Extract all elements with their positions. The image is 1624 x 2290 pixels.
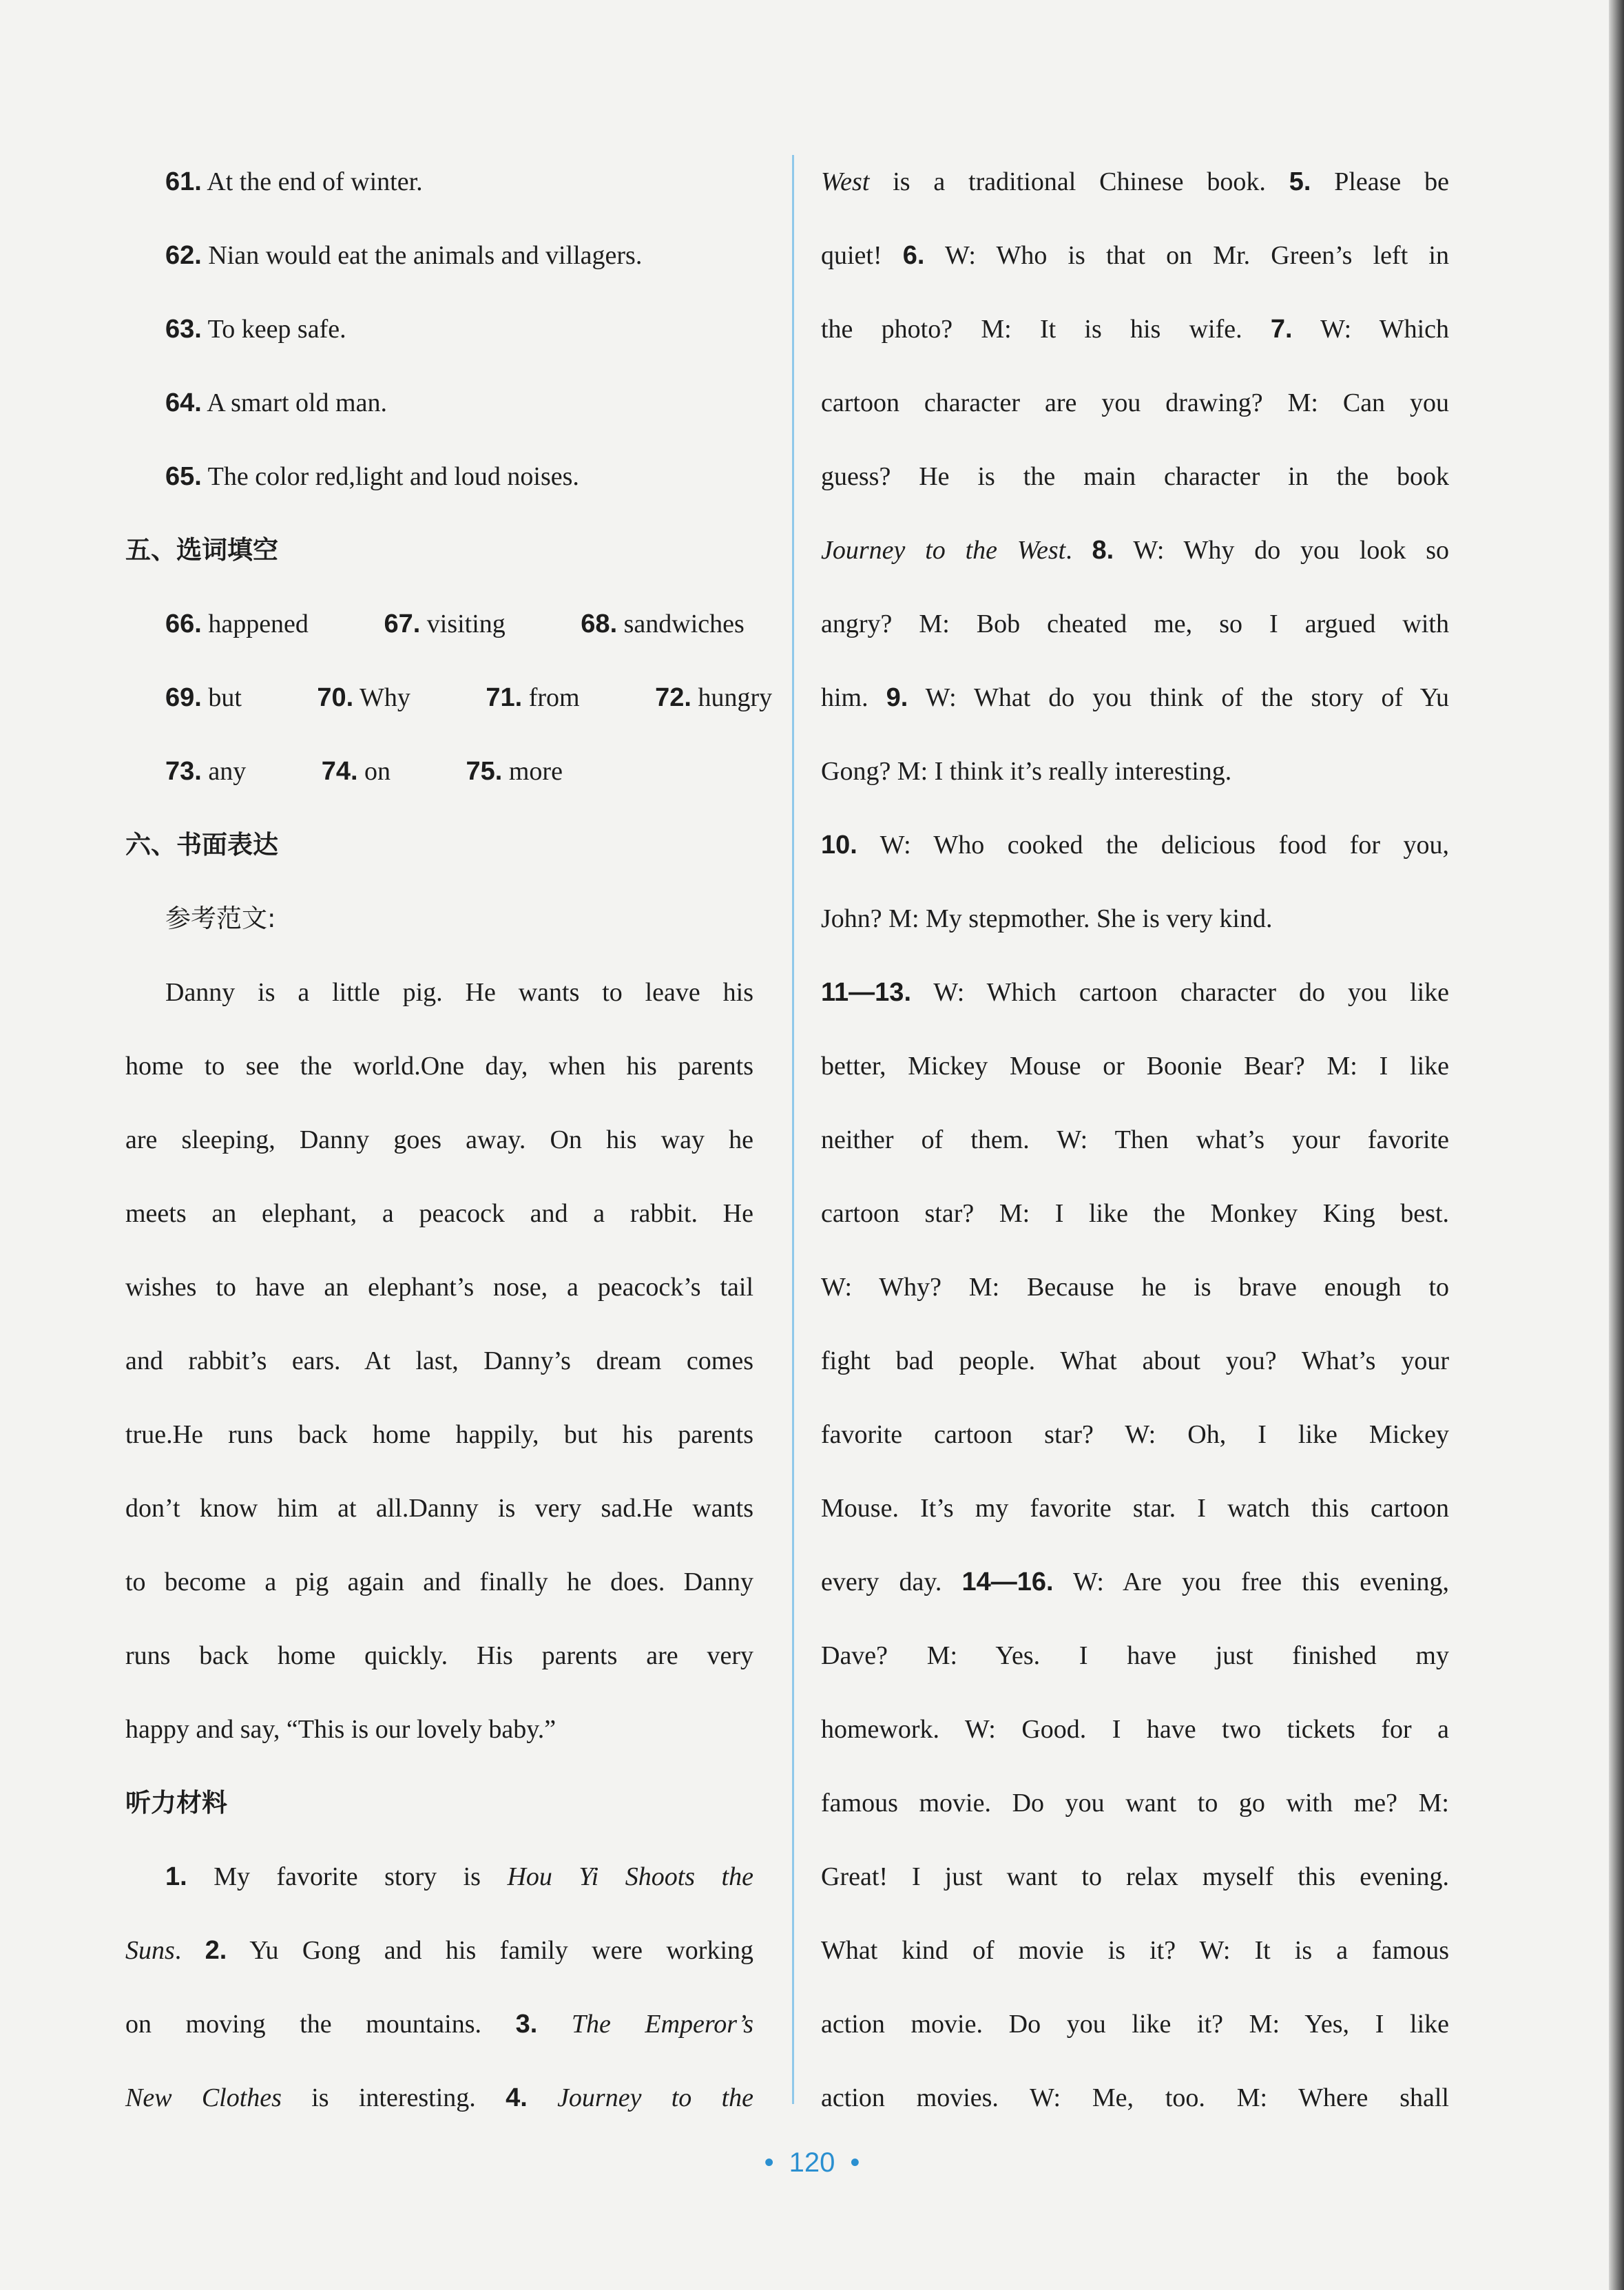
fill-item: 68. sandwiches (581, 610, 745, 638)
essay-line: are sleeping, Danny goes away. On his way he (125, 1125, 753, 1154)
listening-line: 1. My favorite story is Hou Yi Shoots the (165, 1862, 753, 1891)
listening-line: on moving the mountains. 3. The Emperor’s (125, 2010, 753, 2039)
section6-title: 六、书面表达 (125, 830, 278, 860)
essay-line: don’t know him at all.Danny is very sad.He wants (125, 1494, 753, 1523)
script-line: Journey to the West. 8. W: Why do you look so (821, 536, 1449, 565)
script-line: Great! I just want to relax myself this evening. (821, 1862, 1449, 1891)
essay-line: runs back home quickly. His parents are very (125, 1641, 753, 1670)
essay-line: wishes to have an elephant’s nose, a peacock’s tail (125, 1273, 753, 1302)
bullet-icon: • (764, 2147, 774, 2178)
script-line: him. 9. W: What do you think of the story of Yu (821, 683, 1449, 712)
script-line: quiet! 6. W: Who is that on Mr. Green’s left in (821, 241, 1449, 270)
script-line: fight bad people. What about you? What’s your (821, 1346, 1449, 1375)
fill-item: 72. hungry (655, 683, 773, 712)
fill-row-3 (125, 747, 753, 820)
fill-item: 74. on (321, 757, 391, 786)
script-line: West is a traditional Chinese book. 5. Please be (821, 167, 1449, 196)
answer-62: 62. Nian would eat the animals and villagers. (165, 241, 643, 270)
script-line: guess? He is the main character in the book (821, 462, 1449, 491)
fill-item: 75. more (466, 757, 563, 786)
fill-row-2 (125, 673, 773, 747)
listening-line: Suns. 2. Yu Gong and his family were working (125, 1936, 753, 1965)
script-line: 10. W: Who cooked the delicious food for you, (821, 831, 1449, 860)
script-line: the photo? M: It is his wife. 7. W: Which (821, 315, 1449, 344)
listening-title: 听力材料 (125, 1788, 227, 1818)
script-line: every day. 14—16. W: Are you free this evening, (821, 1568, 1449, 1596)
fill-item: 66. happened (165, 610, 309, 638)
script-line: homework. W: Good. I have two tickets for a (821, 1715, 1449, 1744)
answer-61: 61. At the end of winter. (165, 167, 423, 196)
listening-line: New Clothes is interesting. 4. Journey to the (125, 2083, 753, 2112)
sample-label: 参考范文: (165, 904, 276, 933)
essay-line: true.He runs back home happily, but his parents (125, 1420, 753, 1449)
script-line: neither of them. W: Then what’s your favorite (821, 1125, 1449, 1154)
fill-item: 70. Why (317, 683, 410, 712)
section5-title: 五、选词填空 (125, 535, 278, 565)
right-column (821, 157, 1449, 2147)
script-line: better, Mickey Mouse or Boonie Bear? M: I like (821, 1052, 1449, 1081)
answer-64: 64. A smart old man. (165, 388, 387, 417)
script-line: Gong? M: I think it’s really interesting. (821, 757, 1232, 786)
fill-item: 73. any (165, 757, 247, 786)
script-line: cartoon character are you drawing? M: Can you (821, 388, 1449, 417)
script-line: What kind of movie is it? W: It is a famous (821, 1936, 1449, 1965)
column-divider (792, 155, 794, 2104)
essay-line: Danny is a little pig. He wants to leave his (165, 978, 753, 1007)
essay-line: to become a pig again and finally he does. Danny (125, 1568, 753, 1596)
page-edge-shadow (1609, 0, 1624, 2290)
script-line: Mouse. It’s my favorite star. I watch this cartoon (821, 1494, 1449, 1523)
script-line: 11—13. W: Which cartoon character do you like (821, 978, 1449, 1007)
fill-item: 69. but (165, 683, 242, 712)
answer-65: 65. The color red,light and loud noises. (165, 462, 579, 491)
script-line: favorite cartoon star? W: Oh, I like Mickey (821, 1420, 1449, 1449)
script-line: angry? M: Bob cheated me, so I argued with (821, 610, 1449, 638)
script-line: cartoon star? M: I like the Monkey King best. (821, 1199, 1449, 1228)
script-line: Dave? M: Yes. I have just finished my (821, 1641, 1449, 1670)
script-line: action movies. W: Me, too. M: Where shall (821, 2083, 1449, 2112)
answer-63: 63. To keep safe. (165, 315, 346, 344)
script-line: famous movie. Do you want to go with me? M: (821, 1789, 1449, 1818)
essay-line: and rabbit’s ears. At last, Danny’s dream comes (125, 1346, 753, 1375)
page-number: • 120 • (764, 2147, 860, 2178)
fill-row-1 (125, 599, 753, 673)
essay-line: home to see the world.One day, when his parents (125, 1052, 753, 1081)
fill-item: 67. visiting (384, 610, 506, 638)
essay-line: happy and say, “This is our lovely baby.” (125, 1715, 556, 1744)
script-line: John? M: My stepmother. She is very kind. (821, 904, 1273, 933)
script-line: action movie. Do you like it? M: Yes, I like (821, 2010, 1449, 2039)
left-column (125, 157, 773, 2147)
fill-item: 71. from (486, 683, 580, 712)
bullet-icon: • (850, 2147, 860, 2178)
script-line: W: Why? M: Because he is brave enough to (821, 1273, 1449, 1302)
essay-line: meets an elephant, a peacock and a rabbit. He (125, 1199, 753, 1228)
